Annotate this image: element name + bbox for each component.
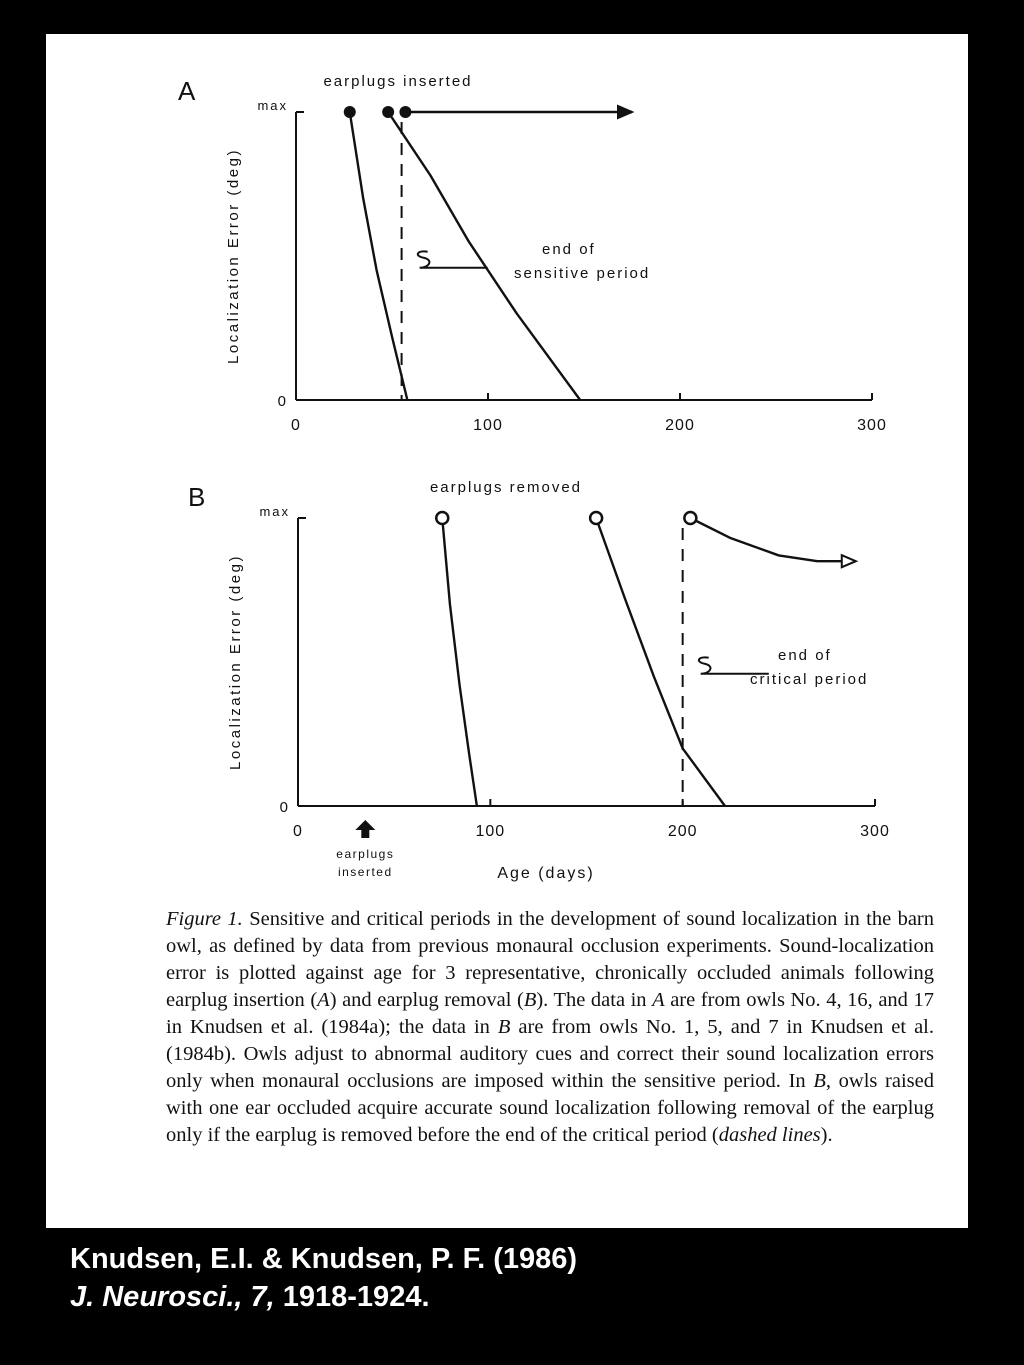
caption-ref: A	[317, 989, 330, 1011]
panel-b-x-tick-label: 300	[860, 823, 890, 840]
caption-text: , owls raised with one ear occluded acquire accurate sound localization following removal of the earplug only if the earplug is removed before the end of the critical period (	[166, 1070, 934, 1146]
panel-a-y-tick-label: 0	[277, 393, 286, 410]
panel-a-x-tick-label: 100	[473, 417, 503, 434]
caption-ref: B	[497, 1016, 511, 1038]
panel-b-x-tick-label: 100	[475, 823, 506, 840]
caption-text: ). The data in	[536, 989, 653, 1011]
caption-text: are from owls No. 1, 5, and 7 in Knudsen et al. (1984b). Owls adjust to abnormal auditory cues and correct their sound localization errors only when monaural occlusions are imposed within the sensitive period. In	[166, 1016, 934, 1092]
figure-caption	[166, 906, 934, 1149]
citation-pages: 1918-1924.	[274, 1281, 430, 1313]
panel-a-x-tick-label: 0	[291, 417, 301, 434]
panel-a-start-marker	[382, 106, 394, 118]
panel-b-start-marker	[436, 512, 448, 524]
panel-b-x-marker-label: earplugs	[336, 847, 395, 861]
caption-text: Sensitive and critical periods in the development of sound localization in the barn owl, as defined by data from previous monaural occlusion experiments. Sound-localization error is plotted against age for 3 representative, chronically occluded animals following earplug insertion (	[166, 908, 934, 1011]
panel-b-top-annotation: earplugs removed	[429, 479, 583, 496]
panel-a-x-tick-label: 300	[857, 417, 887, 434]
caption-text: ) and earplug removal (	[329, 989, 524, 1011]
figure-panel	[46, 34, 968, 1228]
citation	[70, 1240, 577, 1316]
panel-b-y-tick-label: 0	[279, 799, 288, 816]
panel-b-end-arrow	[842, 555, 856, 567]
citation-authors: Knudsen, E.I. & Knudsen, P. F. (1986)	[70, 1243, 578, 1275]
panel-a-end-arrow	[618, 106, 632, 118]
caption-text: are from owls No. 4, 16, and 17 in Knudsen et al. (1984a); the data in	[166, 989, 934, 1038]
panel-b-x-marker-label: inserted	[337, 865, 393, 879]
panel-b-x-tick-label: 200	[667, 823, 698, 840]
caption-figure-label: Figure 1.	[166, 908, 243, 930]
panel-a-start-marker	[344, 106, 356, 118]
citation-source	[70, 1278, 577, 1316]
caption-dashed-lines: dashed lines	[718, 1124, 821, 1146]
panel-b-y-axis-title: Localization Error (deg)	[227, 554, 244, 770]
citation-journal: J. Neurosci., 7,	[70, 1281, 275, 1313]
panel-b-x-tick-label: 0	[293, 823, 303, 840]
panel-b-earplug-arrow-icon	[355, 820, 375, 838]
panel-b-series-line	[442, 518, 477, 806]
panel-b-y-tick-label: max	[259, 504, 290, 519]
panel-a-y-tick-label: max	[257, 98, 288, 113]
panel-b-series-line	[690, 518, 855, 561]
panel-a-start-marker	[399, 106, 411, 118]
panel-a-series-line	[350, 112, 408, 400]
panel-b-annotation-line: end of	[778, 646, 832, 664]
panel-a-top-annotation: earplugs inserted	[323, 73, 473, 90]
panel-b-start-marker	[684, 512, 696, 524]
panel-a-label: A	[178, 76, 196, 106]
panel-b-start-marker	[590, 512, 602, 524]
panel-a-y-axis-title: Localization Error (deg)	[225, 148, 242, 364]
panel-b-series-line	[596, 518, 725, 806]
panel-a-x-tick-label: 200	[665, 417, 695, 434]
panel-a-annotation-line: end of	[542, 240, 596, 258]
caption-ref: A	[652, 989, 665, 1011]
figure-svg	[46, 34, 968, 904]
panel-b-x-axis-title: Age (days)	[497, 865, 595, 882]
panel-b-annotation-line: critical period	[750, 670, 869, 688]
caption-ref: B	[813, 1070, 826, 1092]
caption-ref: B	[523, 989, 537, 1011]
panel-b-label: B	[188, 482, 206, 512]
panel-a-annotation-line: sensitive period	[514, 264, 651, 282]
caption-text: ).	[820, 1124, 833, 1146]
